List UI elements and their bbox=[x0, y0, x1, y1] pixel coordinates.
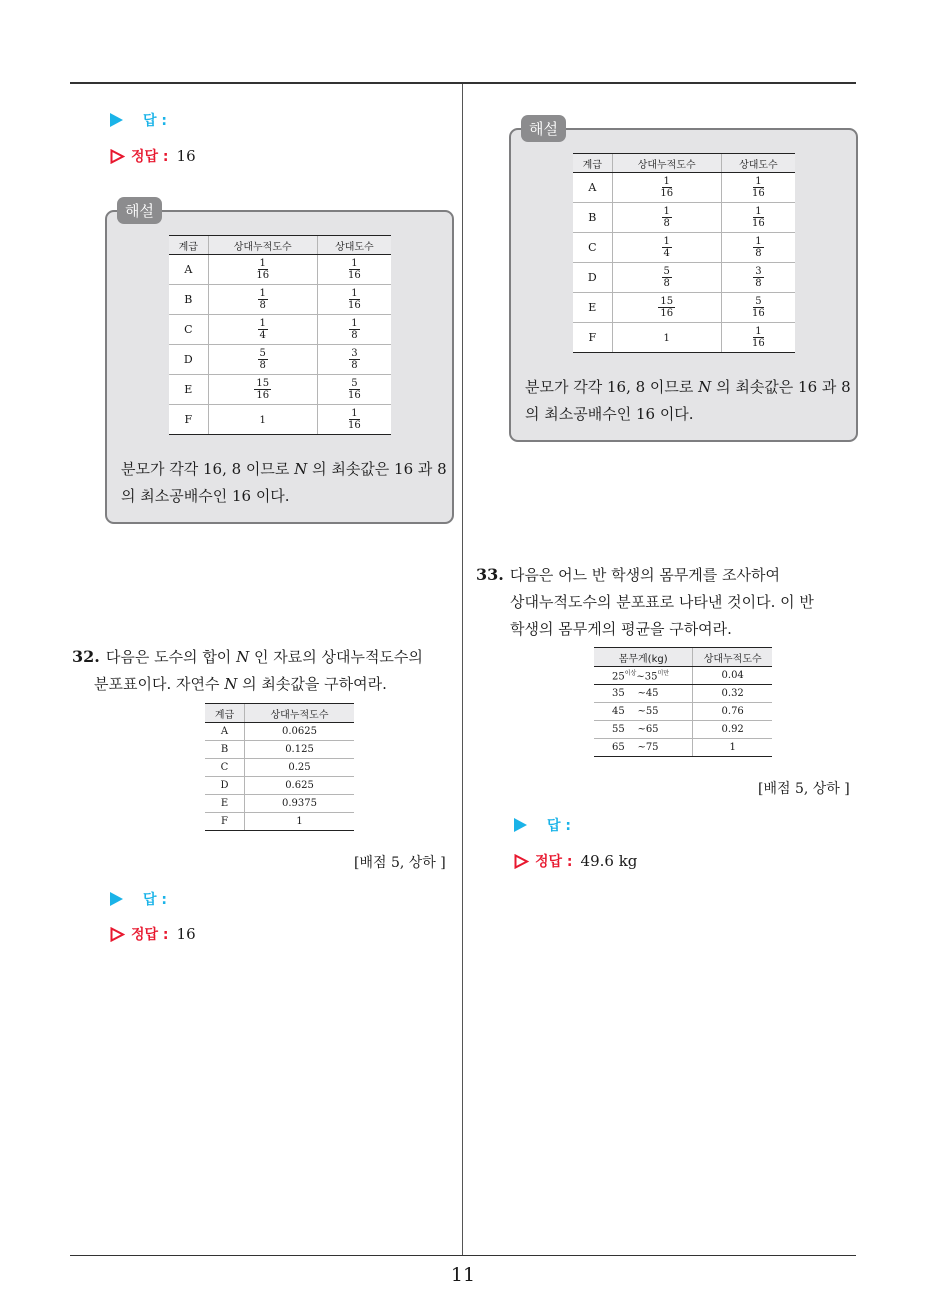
explanation-table bbox=[169, 235, 391, 435]
question-number: 33. bbox=[476, 565, 504, 584]
explanation-box bbox=[105, 202, 454, 524]
explanation-box bbox=[509, 120, 858, 442]
table-header: 상대도수 bbox=[721, 154, 795, 173]
table-row: B $\frac{1}{8}$ $\frac{1}{16}$ bbox=[169, 285, 391, 315]
fraction: $\frac{1}{16}$ bbox=[752, 176, 765, 199]
triangle-icon bbox=[110, 113, 123, 127]
answer-row bbox=[110, 889, 167, 909]
question-number: 32. bbox=[72, 647, 100, 666]
table-header: 계급 bbox=[573, 154, 612, 173]
page-number: 11 bbox=[450, 1264, 476, 1286]
correct-answer-row bbox=[110, 924, 196, 944]
correct-answer-label: 정답 : bbox=[131, 149, 169, 165]
fraction: $\frac{3}{8}$ bbox=[351, 348, 358, 371]
score-label: [배점 5, 상하 ] bbox=[354, 855, 446, 871]
table-row: B 0.125 bbox=[205, 741, 354, 759]
question-32-table bbox=[205, 703, 354, 831]
explanation-text: 분모가 각각 16, 8 이므로 N 의 최솟값은 16 과 8 의 최소공배수인 16 이다. bbox=[525, 378, 851, 423]
fraction: $\frac{1}{4}$ bbox=[259, 318, 266, 341]
fraction: $\frac{15}{16}$ bbox=[660, 296, 674, 319]
fraction: $\frac{1}{16}$ bbox=[348, 288, 361, 311]
table-row: 35 ~45 0.32 bbox=[594, 685, 772, 703]
fraction: $\frac{1}{8}$ bbox=[259, 288, 266, 311]
fraction: $\frac{1}{16}$ bbox=[256, 258, 270, 281]
fraction: $\frac{1}{16}$ bbox=[752, 326, 765, 349]
triangle-icon bbox=[110, 892, 123, 906]
table-row: C $\frac{1}{4}$ $\frac{1}{8}$ bbox=[573, 233, 795, 263]
table-row: D $\frac{5}{8}$ $\frac{3}{8}$ bbox=[169, 345, 391, 375]
answer-label: 답 : bbox=[143, 892, 167, 908]
answer-row bbox=[110, 110, 167, 130]
score-label: [배점 5, 상하 ] bbox=[758, 781, 850, 797]
table-row: E 0.9375 bbox=[205, 795, 354, 813]
correct-answer-value: 16 bbox=[176, 147, 196, 165]
table-header: 상대누적도수 bbox=[208, 236, 317, 255]
fraction: $\frac{1}{16}$ bbox=[348, 408, 361, 431]
explanation-tag: 해설 bbox=[521, 115, 566, 142]
table-row: E $\frac{15}{16}$ $\frac{5}{16}$ bbox=[169, 375, 391, 405]
correct-answer-row bbox=[514, 851, 637, 871]
fraction: $\frac{1}{4}$ bbox=[663, 236, 670, 259]
table-header: 계급 bbox=[205, 704, 245, 723]
explanation-tag: 해설 bbox=[117, 197, 162, 224]
table-row: A $\frac{1}{16}$ $\frac{1}{16}$ bbox=[573, 173, 795, 203]
fraction: $\frac{1}{8}$ bbox=[351, 318, 358, 341]
question-32: 32. 다음은 도수의 합이 N 인 자료의 상대누적도수의 분포표이다. 자연수 N 의 최솟값을 구하여라. bbox=[72, 647, 423, 693]
fraction: $\frac{15}{16}$ bbox=[256, 378, 270, 401]
table-row: C 0.25 bbox=[205, 759, 354, 777]
table-row: A 0.0625 bbox=[205, 723, 354, 741]
correct-answer-value: 49.6 kg bbox=[580, 852, 638, 870]
table-row: F 1 $\frac{1}{16}$ bbox=[573, 323, 795, 353]
table-row: 45 ~55 0.76 bbox=[594, 703, 772, 721]
table-header: 상대도수 bbox=[317, 236, 391, 255]
table-row: 55 ~65 0.92 bbox=[594, 721, 772, 739]
fraction: $\frac{1}{16}$ bbox=[660, 176, 674, 199]
answer-label: 답 : bbox=[547, 818, 571, 834]
table-row: F 1 bbox=[205, 813, 354, 831]
correct-answer-row bbox=[110, 146, 196, 166]
fraction: $\frac{1}{8}$ bbox=[755, 236, 762, 259]
table-row: B $\frac{1}{8}$ $\frac{1}{16}$ bbox=[573, 203, 795, 233]
correct-answer-value: 16 bbox=[176, 925, 196, 943]
fraction: $\frac{5}{16}$ bbox=[752, 296, 765, 319]
table-header: 상대누적도수 bbox=[693, 648, 772, 667]
correct-answer-label: 정답 : bbox=[131, 927, 169, 943]
table-row: D $\frac{5}{8}$ $\frac{3}{8}$ bbox=[573, 263, 795, 293]
table-row: C $\frac{1}{4}$ $\frac{1}{8}$ bbox=[169, 315, 391, 345]
fraction: $\frac{5}{8}$ bbox=[663, 266, 670, 289]
table-row: A $\frac{1}{16}$ $\frac{1}{16}$ bbox=[169, 255, 391, 285]
outline-triangle-icon bbox=[110, 149, 125, 164]
explanation-table bbox=[573, 153, 795, 353]
outline-triangle-icon bbox=[110, 927, 125, 942]
fraction: $\frac{1}{16}$ bbox=[752, 206, 765, 229]
top-rule bbox=[70, 82, 856, 84]
table-row: E $\frac{15}{16}$ $\frac{5}{16}$ bbox=[573, 293, 795, 323]
question-33-table bbox=[594, 647, 772, 757]
correct-answer-label: 정답 : bbox=[535, 854, 573, 870]
question-33: 33. 다음은 어느 반 학생의 몸무게를 조사하여 상대누적도수의 분포표로 나타낸 것이다. 이 반 학생의 몸무게의 평균을 구하여라. bbox=[476, 565, 814, 638]
table-header: 계급 bbox=[169, 236, 208, 255]
column-divider bbox=[462, 84, 463, 1256]
table-row: D 0.625 bbox=[205, 777, 354, 795]
answer-row bbox=[514, 815, 571, 835]
triangle-icon bbox=[514, 818, 527, 832]
fraction: $\frac{1}{16}$ bbox=[348, 258, 361, 281]
table-header: 몸무게(kg) bbox=[594, 648, 693, 667]
bottom-rule bbox=[70, 1255, 856, 1256]
fraction: $\frac{1}{8}$ bbox=[663, 206, 670, 229]
table-row: 65 ~75 1 bbox=[594, 739, 772, 757]
fraction: $\frac{3}{8}$ bbox=[755, 266, 762, 289]
answer-label: 답 : bbox=[143, 113, 167, 129]
table-row: $25^{이상}\sim 35^{미만}$ 0.04 bbox=[594, 667, 772, 685]
table-header: 상대누적도수 bbox=[245, 704, 354, 723]
outline-triangle-icon bbox=[514, 854, 529, 869]
fraction: $\frac{5}{8}$ bbox=[259, 348, 266, 371]
fraction: $\frac{5}{16}$ bbox=[348, 378, 361, 401]
table-header: 상대누적도수 bbox=[612, 154, 721, 173]
table-row: F 1 $\frac{1}{16}$ bbox=[169, 405, 391, 435]
explanation-text: 분모가 각각 16, 8 이므로 N 의 최솟값은 16 과 8 의 최소공배수인 16 이다. bbox=[121, 460, 447, 505]
